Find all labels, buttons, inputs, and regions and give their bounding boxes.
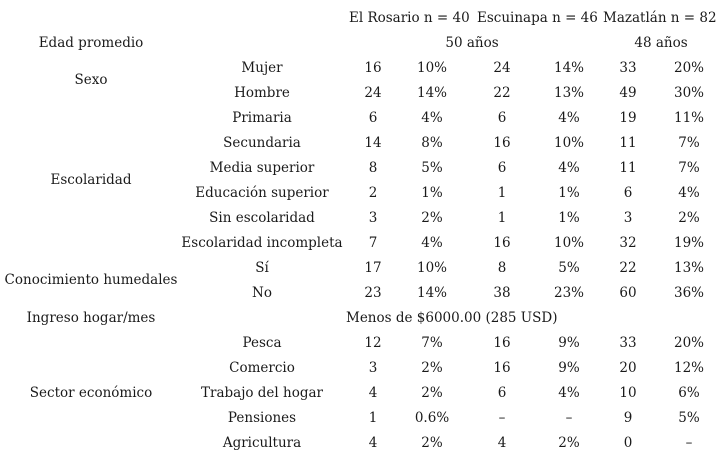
- table-cell: 13%: [673, 260, 705, 276]
- table-cell: 2%: [421, 360, 443, 376]
- table-cell: 3: [368, 360, 378, 376]
- table-cell: 11: [619, 135, 637, 151]
- table-cell: 38: [493, 285, 511, 301]
- row-label: Hombre: [234, 85, 290, 101]
- table-cell: 3: [368, 210, 378, 226]
- table-cell: 4%: [421, 235, 443, 251]
- table-cell: 7%: [678, 135, 700, 151]
- table-cell: 11: [619, 160, 637, 176]
- table-cell: 2%: [678, 210, 700, 226]
- table-cell: 1%: [558, 210, 580, 226]
- group-label: Sector económico: [29, 385, 153, 401]
- table-cell: 10%: [416, 260, 448, 276]
- table-cell: 16: [493, 135, 511, 151]
- col-header-el-rosario: El Rosario n = 40: [349, 10, 470, 26]
- table-cell: 16: [493, 360, 511, 376]
- table-cell: 30%: [673, 85, 705, 101]
- table-cell: 23: [364, 285, 382, 301]
- table-cell: 4%: [558, 385, 580, 401]
- table-cell: 20%: [673, 60, 705, 76]
- table-cell: 9: [623, 410, 633, 426]
- table-cell: 2%: [421, 385, 443, 401]
- table-cell: 14%: [416, 285, 448, 301]
- row-label: Sí: [255, 260, 269, 276]
- table-cell: 19: [619, 110, 637, 126]
- table-cell: 23%: [553, 285, 585, 301]
- table-cell: 2%: [421, 435, 443, 451]
- table-cell: 5%: [678, 410, 700, 426]
- group-label: Sexo: [74, 72, 108, 88]
- table-cell: 10%: [553, 235, 585, 251]
- table-cell: 1%: [421, 185, 443, 201]
- table-cell: 6: [497, 160, 507, 176]
- table-cell: 10: [619, 385, 637, 401]
- table-cell: 8%: [421, 135, 443, 151]
- table-cell: 4: [368, 435, 378, 451]
- table-cell: 4%: [421, 110, 443, 126]
- row-label: Mujer: [241, 60, 283, 76]
- table-cell: 8: [368, 160, 378, 176]
- row-label-ingreso: Ingreso hogar/mes: [26, 310, 156, 326]
- table-cell: 22: [619, 260, 637, 276]
- col-header-escuinapa: Escuinapa n = 46: [477, 10, 598, 26]
- table-cell: 5%: [421, 160, 443, 176]
- table-cell: 6%: [678, 385, 700, 401]
- table-cell: 13%: [553, 85, 585, 101]
- table-cell: 8: [497, 260, 507, 276]
- table-cell: 12%: [673, 360, 705, 376]
- table-cell: 33: [619, 60, 637, 76]
- table-cell: 14: [364, 135, 382, 151]
- table-cell: 32: [619, 235, 637, 251]
- row-label: Escolaridad incompleta: [181, 235, 343, 251]
- table-cell: 9%: [558, 360, 580, 376]
- table-cell: 4%: [558, 160, 580, 176]
- table-cell: 7%: [678, 160, 700, 176]
- table-cell: 22: [493, 85, 511, 101]
- table-cell: 19%: [673, 235, 705, 251]
- table-cell: 4: [368, 385, 378, 401]
- table-cell: 1: [368, 410, 378, 426]
- table-cell: 0.6%: [414, 410, 450, 426]
- row-label: Comercio: [229, 360, 295, 376]
- table-cell: 24: [493, 60, 511, 76]
- row-label: Sin escolaridad: [209, 210, 315, 226]
- table-cell: 1: [497, 185, 507, 201]
- table-cell: 2: [368, 185, 378, 201]
- table-cell: 16: [493, 335, 511, 351]
- table-cell: 4%: [558, 110, 580, 126]
- ingreso-value: Menos de $6000.00 (285 USD): [346, 310, 558, 326]
- table-cell: 17: [364, 260, 382, 276]
- row-label-edad-promedio: Edad promedio: [38, 35, 144, 51]
- table-cell: 16: [364, 60, 382, 76]
- table-cell: 24: [364, 85, 382, 101]
- table-cell: 1: [497, 210, 507, 226]
- table-cell: 16: [493, 235, 511, 251]
- table-cell: 12: [364, 335, 382, 351]
- row-label: Educación superior: [195, 185, 329, 201]
- table-cell: 2%: [558, 435, 580, 451]
- group-label: Conocimiento humedales: [4, 272, 178, 288]
- table-cell: 20%: [673, 335, 705, 351]
- table-cell: 6: [368, 110, 378, 126]
- table-cell: 33: [619, 335, 637, 351]
- table-cell: 7%: [421, 335, 443, 351]
- row-label: Secundaria: [223, 135, 301, 151]
- table-cell: 7: [368, 235, 378, 251]
- edad-mazatlan: 48 años: [634, 35, 688, 51]
- table-cell: 10%: [553, 135, 585, 151]
- table-cell: 1%: [558, 185, 580, 201]
- row-label: No: [252, 285, 272, 301]
- table-cell: –: [565, 410, 573, 426]
- group-label: Escolaridad: [50, 172, 132, 188]
- row-label: Trabajo del hogar: [200, 385, 324, 401]
- table-cell: 6: [497, 110, 507, 126]
- table-cell: 9%: [558, 335, 580, 351]
- table-cell: 10%: [416, 60, 448, 76]
- table-cell: –: [498, 410, 506, 426]
- table-cell: 2%: [421, 210, 443, 226]
- table-cell: 14%: [553, 60, 585, 76]
- table-cell: 20: [619, 360, 637, 376]
- table-cell: 11%: [673, 110, 705, 126]
- table-cell: 4%: [678, 185, 700, 201]
- edad-rosario-escuinapa: 50 años: [445, 35, 499, 51]
- table-cell: 6: [623, 185, 633, 201]
- col-header-mazatlan: Mazatlán n = 82: [603, 10, 717, 26]
- table-cell: 3: [623, 210, 633, 226]
- table-cell: –: [685, 435, 693, 451]
- table-cell: 5%: [558, 260, 580, 276]
- row-label: Agricultura: [222, 435, 302, 451]
- row-label: Pensiones: [227, 410, 297, 426]
- row-label: Pesca: [242, 335, 282, 351]
- table-cell: 36%: [673, 285, 705, 301]
- table-cell: 6: [497, 385, 507, 401]
- table-cell: 60: [619, 285, 637, 301]
- row-label: Primaria: [232, 110, 292, 126]
- table-cell: 4: [497, 435, 507, 451]
- table-cell: 49: [619, 85, 637, 101]
- row-label: Media superior: [209, 160, 315, 176]
- table-cell: 14%: [416, 85, 448, 101]
- table-cell: 0: [623, 435, 633, 451]
